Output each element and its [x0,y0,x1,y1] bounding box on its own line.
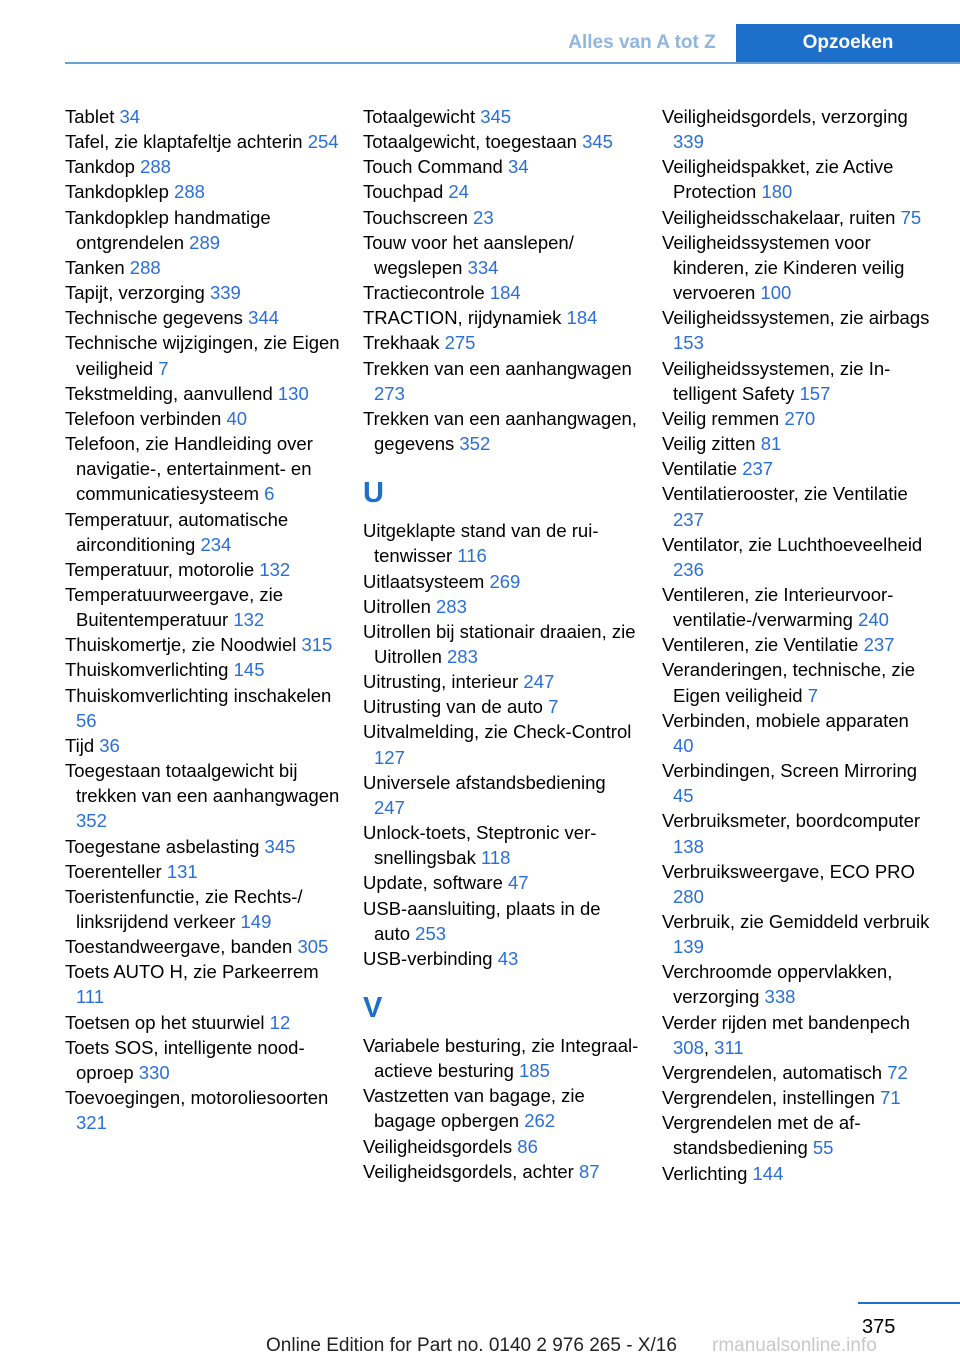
index-term: TRACTION, rijdynamiek [363,307,562,329]
page-link[interactable]: 34 [119,106,141,127]
index-entry [65,834,341,859]
index-term: Verbruiksweergave, ECO PRO [662,860,915,882]
index-term: USB-aansluiting, plaats in de auto [363,897,601,944]
index-entry [363,669,639,694]
index-term: Ventilator, zie Luchthoeveelheid [662,533,923,555]
section-title: Alles van A tot Z [568,32,716,53]
index-term: Toegestane asbelasting [65,835,260,857]
index-term: Verbinden, mobiele apparaten [662,709,909,731]
index-entry [662,909,932,959]
index-term: Touchpad [363,181,444,203]
index-term: Uitvalmelding, zie Check-Control [363,721,632,743]
index-term: Update, software [363,872,503,894]
index-term: Trekken van een aanhangwagen [363,357,632,379]
page-link[interactable]: 288 [174,181,205,203]
page-link[interactable]: 288 [129,256,161,278]
page-link[interactable]: 55 [812,1137,834,1159]
index-entry [65,255,341,280]
index-entry [363,594,639,619]
page-link[interactable]: 144 [752,1162,784,1184]
index-entry [662,1085,932,1110]
page-link[interactable]: 34 [507,156,529,178]
index-entry [363,330,639,355]
page-link[interactable]: 56 [76,709,97,731]
index-term: Tanken [65,256,125,278]
index-entry [65,1085,341,1135]
page-link[interactable]: 86 [517,1135,538,1157]
index-term: Temperatuur, motorolie [65,558,255,580]
index-entry [662,230,932,305]
index-term: Toevoegingen, motoroliesoorten [65,1087,329,1109]
index-term: Tapijt, verzorging [65,282,205,304]
index-term: Touw voor het aanslepen/ wegslepen [363,231,574,278]
index-term: Telefoon verbinden [65,407,222,429]
edition-info: Online Edition for Part no. 0140 2 976 265 - X/16 [266,1335,677,1356]
index-term: Veiligheidssystemen, zie airbags [662,307,930,329]
index-term: Tijd [65,734,95,756]
page-link[interactable]: 180 [761,181,793,203]
page-link[interactable]: 315 [301,634,333,656]
page-link[interactable]: 36 [99,734,120,756]
page-link[interactable]: 236 [673,558,704,580]
page-link[interactable]: 338 [764,986,796,1008]
index-term: Tekstmelding, aanvullend [65,382,273,404]
page-link[interactable]: 270 [784,407,816,429]
page-link[interactable]: 283 [436,595,467,617]
tab-opzoeken[interactable]: Opzoeken [736,24,960,62]
page-link[interactable]: 24 [448,181,469,203]
page-link[interactable]: 47 [508,872,529,894]
index-entry [662,456,932,481]
index-entry [65,129,341,154]
page-link[interactable]: 289 [189,231,221,253]
index-term: Uitrollen bij stationair draaien, zie Uitrollen [363,620,636,667]
page-link[interactable]: 118 [480,847,511,869]
index-term: Tafel, zie klaptafeltje achterin [65,131,303,153]
index-entry [662,104,932,154]
index-entry [662,481,932,531]
index-term: Verbruik, zie Gemiddeld verbruik [662,911,930,932]
index-entry [662,431,932,456]
page-number: 375 [862,1316,896,1338]
page-link[interactable]: 237 [863,634,895,656]
page-link[interactable]: 130 [277,382,309,404]
page-link[interactable]: 321 [76,1112,107,1134]
page-link[interactable]: 40 [673,734,694,756]
page-link[interactable]: 280 [673,885,704,907]
index-term: Temperatuur, automatische airconditioning [65,508,289,555]
page-link[interactable]: 345 [582,131,613,153]
index-term: Vergrendelen, automatisch [662,1061,883,1083]
index-term: Totaalgewicht [363,106,476,127]
index-term: Thuiskomverlichting inschakelen [65,684,332,706]
watermark: rmanualsonline.info [712,1335,877,1356]
index-entry [65,884,341,934]
index-entry [662,1060,932,1085]
page-link[interactable]: 262 [524,1110,556,1132]
index-term: Touch Command [363,156,503,178]
index-term: Trekken van een aanhangwagen, gegevens [363,407,637,455]
index-column-1 [65,104,341,1135]
page-link[interactable]: 247 [374,796,405,818]
page-link[interactable]: 127 [374,746,405,768]
index-term: Toerenteller [65,860,162,882]
page-link[interactable]: 269 [489,570,521,592]
page-link[interactable]: 237 [742,458,774,480]
index-term: Veiligheidssystemen, zie Intelligent Safety [662,357,891,404]
page-link[interactable]: 132 [233,609,265,631]
index-entry [65,154,341,179]
index-entry [662,708,932,758]
index-letter-heading: U [363,477,384,510]
page-link[interactable]: 247 [523,671,555,693]
page-link[interactable]: 23 [473,206,494,228]
index-entry [65,179,341,204]
page-link[interactable]: 185 [519,1060,550,1082]
page-link[interactable]: 116 [457,545,487,567]
index-term: Verchroomde oppervlakken, verzorging [662,961,893,1008]
page-link[interactable]: 40 [226,407,248,429]
index-term: Telefoon, zie Handleiding over navigatie-, entertainment- en communicatiesysteem [65,433,313,505]
index-entry [65,959,341,1009]
page-link[interactable]: 131 [166,860,198,882]
index-entry [662,758,932,808]
page-link[interactable]: 288 [140,156,171,178]
index-term: Uitrusting, interieur [363,671,519,693]
page-link[interactable]: 330 [138,1061,170,1083]
index-term: Verbruiksmeter, boordcomputer [662,810,921,832]
index-term: Vastzetten van bagage, zie bagage opbergen [363,1085,585,1132]
index-entry [363,129,639,154]
footer-rule [858,1302,960,1304]
page-link[interactable]: 45 [673,785,694,807]
index-entry [363,719,639,769]
page-link[interactable]: 184 [566,307,598,329]
page-link[interactable]: 138 [673,835,704,857]
page-link[interactable]: 7 [807,684,819,706]
index-entry [65,406,341,431]
index-term: Veiligheidssystemen voor kinderen, zie Kinderen veilig vervoeren [662,231,905,304]
index-term: Tankdopklep handmatige ontgrendelen [65,206,271,253]
page-link[interactable]: 81 [760,433,782,455]
page-link[interactable]: 184 [489,282,521,304]
index-term: Toetsen op het stuurwiel [65,1011,265,1033]
index-entry [363,870,639,895]
index-entry [662,808,932,858]
index-entry [662,582,932,632]
index-term: Toets SOS, intelligente noodoproep [65,1036,305,1083]
index-term: Touchscreen [363,206,468,228]
index-entry [65,1010,341,1035]
index-entry [65,431,341,506]
index-term: Veranderingen, technische, zie Eigen veiligheid [662,659,916,706]
index-entry [65,582,341,632]
page-link[interactable]: 72 [887,1061,908,1083]
index-entry [363,406,639,456]
page-link[interactable]: 71 [880,1087,901,1109]
index-entry [662,1110,932,1160]
index-term: Uitrollen [363,595,431,617]
index-entry [662,154,932,204]
index-entry [662,406,932,431]
index-term: Tankdopklep [65,181,169,203]
index-entry [363,305,639,330]
index-term: Uitgeklapte stand van de ruitenwisser [363,520,599,567]
index-term: Veilig remmen [662,407,780,429]
page-link[interactable]: 153 [673,332,704,354]
page-link[interactable]: 273 [374,382,405,404]
index-term: Ventileren, zie Ventilatie [662,634,859,656]
index-entry [65,683,341,733]
index-term: Ventilatierooster, zie Ventilatie [662,483,908,505]
index-entry [65,205,341,255]
index-term: Uitrusting van de auto [363,696,543,718]
index-entry [363,694,639,719]
index-entry [363,1159,639,1184]
index-term: Ventilatie [662,458,738,480]
index-term: Toeristenfunctie, zie Rechts-/ linksrijdend verkeer [65,885,303,932]
index-entry [662,356,932,406]
page-link[interactable]: 75 [900,206,922,228]
index-entry [662,959,932,1009]
page-link[interactable]: 344 [248,307,279,329]
index-entry [65,934,341,959]
index-entry [363,820,639,870]
page-link[interactable]: 308 [673,1036,704,1058]
index-letter-heading: V [363,992,383,1024]
page-link[interactable]: 12 [269,1011,291,1033]
index-entry [65,305,341,330]
page-link[interactable]: 345 [480,106,512,127]
index-entry [65,557,341,582]
index-entry [65,733,341,758]
page-link[interactable]: 283 [447,645,478,667]
index-entry [363,205,639,230]
index-entry [65,330,341,380]
index-entry [662,1161,932,1186]
index-term: Veiligheidsgordels, achter [363,1160,574,1182]
index-entry [65,1035,341,1085]
index-entry [65,280,341,305]
index-term: Verbindingen, Screen Mirroring [662,760,918,782]
index-term: Tractiecontrole [363,282,485,304]
page-link[interactable]: 254 [307,131,339,153]
page-link[interactable]: 334 [467,256,499,278]
page-link[interactable]: 339 [673,131,704,153]
page-link[interactable]: 132 [259,558,291,580]
index-term: Ventileren, zie Interieurvoorventilatie-/verwarming [662,583,894,631]
page-link[interactable]: 6 [264,483,275,505]
page-link[interactable]: 234 [200,533,232,555]
index-term: Totaalgewicht, toegestaan [363,131,577,153]
index-entry [363,1083,639,1133]
index-term: Temperatuurweergave, zie Buitentemperatuur [65,583,283,631]
index-term: Vergrendelen, instellingen [662,1087,875,1109]
page-link[interactable]: 87 [578,1160,600,1182]
index-entry [363,230,639,280]
index-term: Veiligheidsschakelaar, ruiten [662,206,896,228]
index-entry [662,632,932,657]
page-link[interactable]: 352 [459,433,491,455]
index-term: USB-verbinding [363,947,493,969]
index-term: Thuiskomertje, zie Noodwiel [65,634,297,656]
index-entry [363,1033,639,1083]
page-link[interactable]: 275 [444,332,476,354]
page-link[interactable]: 305 [297,936,329,958]
page-link[interactable]: 43 [497,947,519,969]
page-link[interactable]: 237 [673,508,704,530]
index-entry [363,770,639,820]
index-entry [65,381,341,406]
index-term: Unlock-toets, Steptronic versnellingsbak [363,822,597,869]
index-entry [662,205,932,230]
index-column-2 [363,104,639,1184]
index-entry [65,507,341,557]
index-entry [363,569,639,594]
index-entry [65,859,341,884]
page-link[interactable]: 253 [415,922,447,944]
index-entry [662,305,932,355]
index-entry [662,859,932,909]
index-term: Tankdop [65,156,135,178]
index-term: Technische wijzigingen, zie Eigen veiligheid [65,332,340,379]
page-link[interactable]: 352 [76,810,107,832]
index-term: Universele afstandsbediening [363,771,606,793]
page-link[interactable]: 145 [233,659,265,681]
index-entry [65,657,341,682]
index-entry [363,154,639,179]
index-term: Toestandweergave, banden [65,936,293,958]
page-link[interactable]: 311 [714,1036,744,1058]
index-term: Uitlaatsysteem [363,570,485,592]
index-term: Variabele besturing, zie Integraal-actieve besturing [363,1035,639,1082]
index-term: Toegestaan totaalgewicht bij trekken van een aanhangwagen [65,760,340,807]
page-link[interactable]: 149 [240,911,272,932]
page-link[interactable]: 100 [760,282,792,304]
index-entry [65,758,341,833]
index-entry [363,1134,639,1159]
index-term: Veilig zitten [662,433,756,455]
index-entry [662,532,932,582]
index-term: Verder rijden met bandenpech [662,1011,910,1033]
page-link[interactable]: 7 [548,696,559,718]
index-term: Toets AUTO H, zie Parkeerrem [65,961,319,983]
index-term: Trekhaak [363,332,440,354]
index-term: Vergrendelen met de afstandsbediening [662,1112,861,1159]
index-entry [363,896,639,946]
index-term: Technische gegevens [65,307,243,329]
header-rule [65,62,960,64]
index-entry: Verder rijden met bandenpech 308, 311 [662,1011,910,1058]
page-link[interactable]: 7 [158,357,169,379]
index-entry [363,356,639,406]
index-term: Thuiskomverlichting [65,659,229,681]
page-link[interactable]: 111 [76,986,105,1008]
index-entry [363,619,639,669]
index-entry [65,632,341,657]
index-entry [363,946,639,971]
index-term: Tablet [65,106,115,127]
index-entry [363,518,639,568]
index-term: Verlichting [662,1162,748,1184]
index-entry [363,280,639,305]
index-term: Veiligheidsgordels, verzorging [662,106,908,127]
index-entry [662,657,932,707]
index-term: Veiligheidspakket, zie Active Protection [662,156,894,203]
page-link[interactable]: 240 [858,609,889,631]
index-column-3 [662,104,932,1186]
page-link[interactable]: 339 [209,282,241,304]
page-link[interactable]: 157 [799,382,831,404]
page-link[interactable]: 139 [673,936,704,958]
index-term: Veiligheidsgordels [363,1135,513,1157]
index-entry [363,179,639,204]
index-entry [65,104,341,129]
page-link[interactable]: 345 [264,835,296,857]
index-entry [363,104,639,129]
